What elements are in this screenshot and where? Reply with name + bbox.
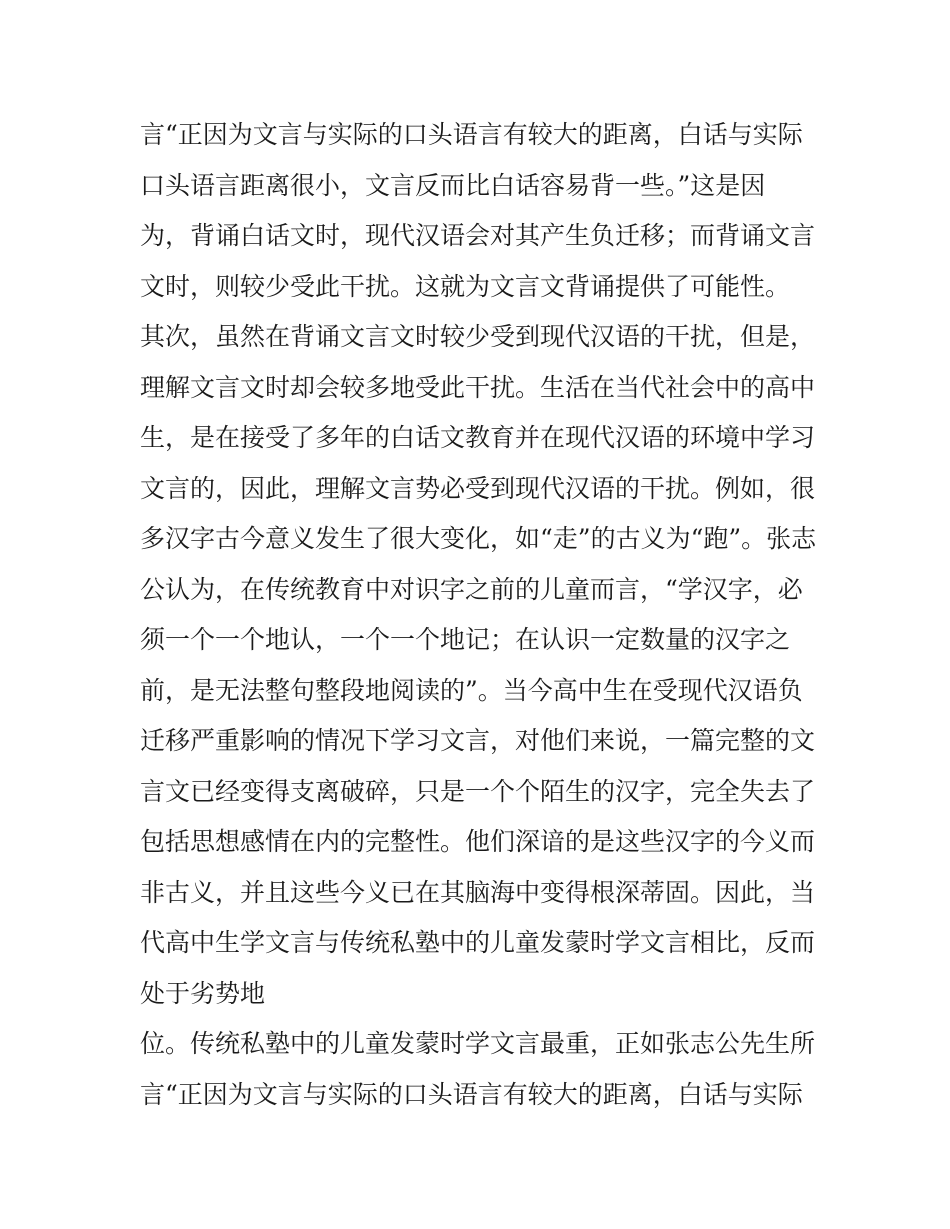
text-line: 口头语言距离很小，文言反而比白话容易背一些。”这是因 [140,170,766,200]
text-line: 文言的，因此，理解文言势必受到现代汉语的干扰。例如，很 [140,473,816,503]
text-line: 言“正因为文言与实际的口头语言有较大的距离，白话与实际 [140,120,803,149]
text-line: 言文已经变得支离破碎，只是一个个陌生的汉字，完全失去了 [140,776,816,806]
text-line: 为，背诵白话文时，现代汉语会对其产生负迁移；而背诵文言 [140,221,816,250]
text-line: 处于劣势地 [140,978,266,1008]
text-line: 公认为，在传统教育中对识字之前的儿童而言，“学汉字，必 [140,574,803,604]
text-line: 前，是无法整句整段地阅读的”。当今高中生在受现代汉语负 [140,675,803,705]
text-line: 多汉字古今意义发生了很大变化，如“走”的古义为“跑”。张志 [140,524,817,553]
text-line: 须一个一个地认，一个一个地记；在认识一定数量的汉字之 [140,625,791,654]
text-line: 迁移严重影响的情况下学习文言，对他们来说，一篇完整的文 [140,726,816,755]
text-line: 位。传统私塾中的儿童发蒙时学文言最重，正如张志公先生所 [140,1029,816,1058]
text-line: 代高中生学文言与传统私塾中的儿童发蒙时学文言相比，反而 [140,928,816,957]
text-line: 非古义，并且这些今义已在其脑海中变得根深蒂固。因此，当 [140,877,816,907]
text-line: 言“正因为文言与实际的口头语言有较大的距离，白话与实际 [140,1079,803,1109]
text-line: 包括思想感情在内的完整性。他们深谙的是这些汉字的今义而 [140,827,816,856]
text-line: 文时，则较少受此干扰。这就为文言文背诵提供了可能性。 [140,271,791,301]
text-line: 其次，虽然在背诵文言文时较少受到现代汉语的干扰，但是， [140,322,816,351]
body-text [140,110,820,1120]
text-line: 理解文言文时却会较多地受此干扰。生活在当代社会中的高中 [140,372,816,402]
text-line: 生，是在接受了多年的白话文教育并在现代汉语的环境中学习 [140,423,816,452]
